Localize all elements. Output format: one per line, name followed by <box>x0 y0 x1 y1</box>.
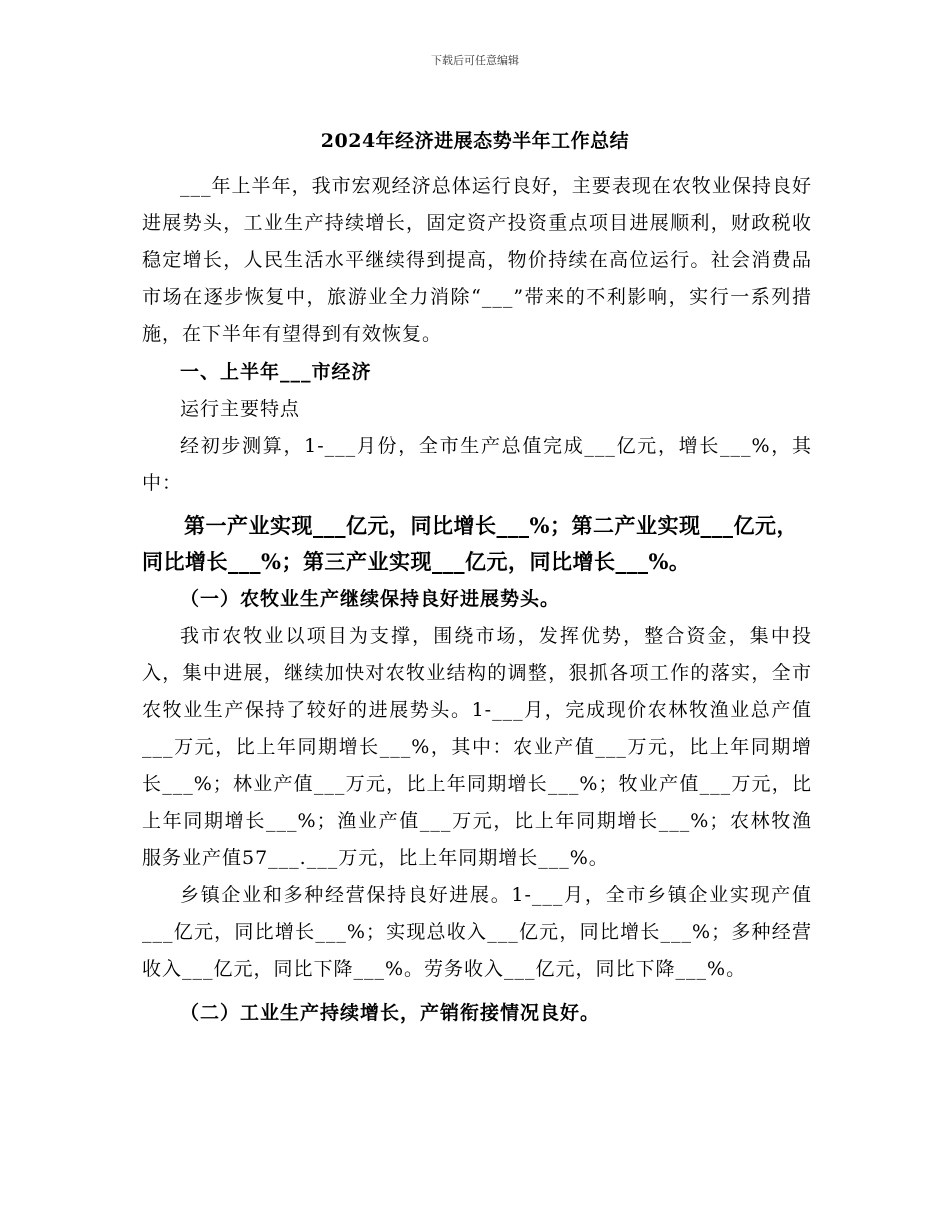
document-title: 2024年经济进展态势半年工作总结 <box>320 130 630 152</box>
section-1-industries-paragraph: 第一产业实现___亿元，同比增长___%；第二产业实现___亿元，同比增长___%；第三产业实现___亿元，同比增长___%。 <box>142 513 798 574</box>
page-header-note: 下载后可任意编辑 <box>431 54 519 67</box>
document-body <box>142 168 812 1032</box>
subsection-1-paragraph-2: 乡镇企业和多种经营保持良好进展。1-___月，全市乡镇企业实现产值___亿元，同比增长___%；实现总收入___亿元，同比增长___%；多种经营收入___亿元，同比下降___%。劳务收入___亿元，同比下降___%。 <box>142 884 812 980</box>
section-1-paragraph: 经初步测算，1-___月份，全市生产总值完成___亿元，增长___%，其中： <box>142 435 812 494</box>
section-1-heading: 一、上半年___市经济 <box>180 361 372 383</box>
intro-paragraph: ___年上半年，我市宏观经济总体运行良好，主要表现在农牧业保持良好进展势头，工业生产持续增长，固定资产投资重点项目进展顺利，财政税收稳定增长，人民生活水平继续得到提高，物价持续在高位运行。社会消费品市场在逐步恢复中，旅游业全力消除“___”带来的不利影响，实行一系列措施，在下半年有望得到有效恢复。 <box>142 175 812 345</box>
subsection-2-heading: （二）工业生产持续增长，产销衔接情况良好。 <box>180 1002 601 1024</box>
subsection-1-paragraph-1: 我市农牧业以项目为支撑，围绕市场，发挥优势，整合资金，集中投入，集中进展，继续加快对农牧业结构的调整，狠抓各项工作的落实，全市农牧业生产保持了较好的进展势头。1-___月，完成现价农林牧渔业总产值___万元，比上年同期增长___%，其中：农业产值___万元，比上年同期增长___%；林业产值___万元，比上年同期增长___%；牧业产值___万元，比上年同期增长___%；渔业产值___万元，比上年同期增长___%；农林牧渔服务业产值57___.___万元，比上年同期增长___%。 <box>142 625 812 869</box>
subsection-1-heading: （一）农牧业生产继续保持良好进展势头。 <box>180 588 561 610</box>
section-1-subheading: 运行主要特点 <box>180 398 301 420</box>
